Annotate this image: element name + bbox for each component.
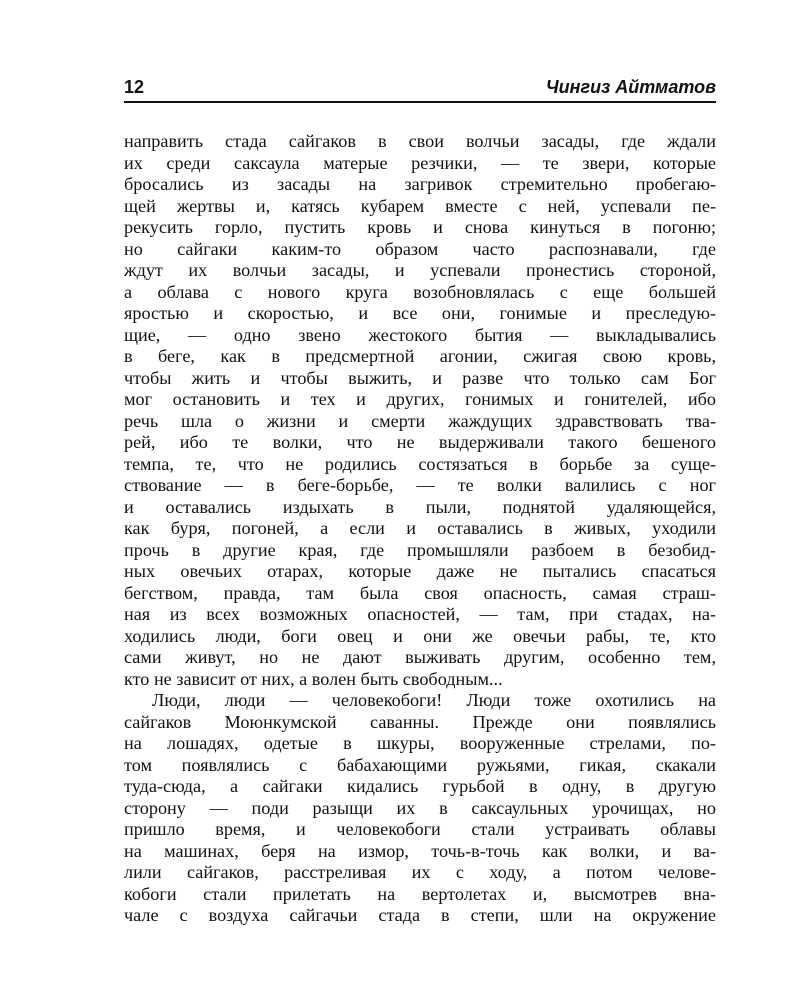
text-line: на машинах, беря на измор, точь-в-точь как волки, и ва- [124, 840, 716, 861]
text-line: бросались из засады на загривок стремительно пробегаю- [124, 174, 716, 194]
text-line: щей жертвы и, катясь кубарем вместе с ней, успевали пе- [124, 195, 716, 216]
text-line: прочь в другие края, где промышляли разбоем в безобид- [124, 539, 716, 560]
text-line: кобоги стали прилетать на вертолетах и, высмотрев вна- [124, 883, 716, 904]
running-title: Чингиз Айтматов [545, 77, 716, 97]
text-line: чале с воздуха сайгачьи стада в степи, шли на окружение [124, 905, 716, 925]
text-line: туда-сюда, а сайгаки кидались гурьбой в одну, в другую [124, 776, 716, 796]
text-line: лили сайгаков, расстреливая их с ходу, а потом челове- [124, 862, 716, 882]
text-line: ходились люди, боги овец и они же овечьи рабы, те, кто [124, 625, 716, 646]
text-line: как буря, погоней, а если и оставались в живых, уходили [124, 518, 716, 538]
text-line: кто не зависит от них, а волен быть свободным... [124, 668, 503, 689]
text-line: сами живут, но не дают выживать другим, особенно тем, [124, 647, 716, 667]
text-line: сайгаков Моюнкумской саванны. Прежде они появлялись [124, 711, 716, 732]
text-line: рей, ибо те волки, что не выдерживали такого бешеного [124, 432, 716, 452]
text-line: Люди, люди — человекобоги! Люди тоже охотились на [152, 690, 716, 710]
text-line: темпа, те, что не родились состязаться в борьбе за суще- [124, 453, 716, 474]
text-line: их среди саксаула матерые резчики, — те звери, которые [124, 152, 716, 173]
text-line: щие, — одно звено жестокого бытия — выкладывались [124, 324, 716, 345]
text-line: чтобы жить и чтобы выжить, и разве что только сам Бог [124, 367, 716, 388]
text-line: том появлялись с бабахающими ружьями, гикая, скакали [124, 754, 716, 775]
text-line: но сайгаки каким-то образом часто распознавали, где [124, 238, 716, 259]
text-line: а облава с нового круга возобновлялась с еще большей [124, 281, 716, 302]
text-line: речь шла о жизни и смерти жаждущих здравствовать тва- [124, 410, 716, 431]
text-line: ных овечьих отарах, которые даже не пытались спасаться [124, 561, 716, 581]
text-line: сторону — поди разыщи их в саксаульных урочищах, но [124, 797, 716, 818]
text-line: мог остановить и тех и других, гонимых и гонителей, ибо [124, 389, 716, 409]
text-line: на лошадях, одетые в шкуры, вооруженные стрелами, по- [124, 733, 716, 753]
text-line: и оставались издыхать в пыли, поднятой удаляющейся, [124, 496, 716, 517]
body-text [124, 131, 716, 927]
text-line: в беге, как в предсмертной агонии, сжигая свою кровь, [124, 346, 716, 366]
text-line: ная из всех возможных опасностей, — там, при стадах, на- [124, 604, 716, 624]
text-line: ждут их волчьи засады, и успевали пронестись стороной, [124, 260, 716, 280]
text-line: яростью и скоростью, и все они, гонимые и преследую- [124, 303, 716, 323]
page-header [124, 76, 716, 100]
text-line: ствование — в беге-борьбе, — те волки валились с ног [124, 475, 716, 495]
text-line: рекусить горло, пустить кровь и снова кинуться в погоню; [124, 217, 716, 237]
text-line: направить стада сайгаков в свои волчьи засады, где ждали [124, 131, 716, 151]
header-divider [124, 101, 716, 103]
text-line: пришло время, и человекобоги стали устраивать облавы [124, 819, 716, 839]
text-line: бегством, правда, там была своя опасность, самая страш- [124, 582, 716, 603]
page-number: 12 [124, 77, 145, 97]
